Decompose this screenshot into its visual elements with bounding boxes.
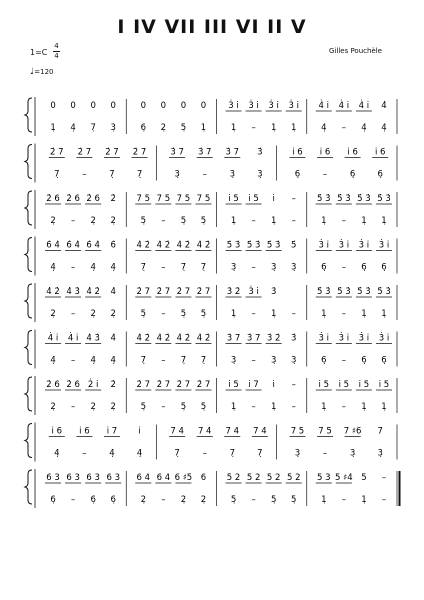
system-brace xyxy=(25,331,32,365)
bass-note: 4̣ xyxy=(70,123,76,133)
melody-note: 2̇ 6 xyxy=(86,194,100,204)
bass-note: – xyxy=(70,216,76,226)
bass-note: 2̣ xyxy=(90,309,96,319)
melody-note: 7 5 xyxy=(318,426,332,437)
melody-note: 3̇ 7 xyxy=(170,147,184,158)
melody-note: 5̇ 3̇ xyxy=(337,287,351,297)
melody-note: i̇ 5 xyxy=(358,380,370,390)
melody-note: 4̇ i̇ xyxy=(358,101,370,111)
bass-note: – xyxy=(341,216,346,226)
score-system xyxy=(25,144,397,183)
bass-note: – xyxy=(202,448,207,459)
melody-note: 4̇ 2̇ xyxy=(156,240,171,251)
bass-note: 5̣ xyxy=(140,309,146,319)
melody-note: 0 xyxy=(180,101,187,111)
melody-note: 7 xyxy=(377,426,383,437)
melody-note: 0 xyxy=(160,101,167,111)
melody-note: i̇ 6 xyxy=(347,147,358,158)
melody-note: i̇ 5 xyxy=(228,380,239,390)
melody-note: 4̇ i̇ xyxy=(67,333,79,344)
bass-note: 3̣ xyxy=(294,448,301,459)
melody-note: 4̇ i̇ xyxy=(47,333,59,344)
melody-note: 5̇ 3̇ xyxy=(377,287,391,297)
melody-note: 4̇ 2̇ xyxy=(136,240,151,251)
bass-note: 7̣ xyxy=(140,355,146,366)
tempo-value: =120 xyxy=(34,68,54,76)
bass-note: – xyxy=(341,355,346,366)
bass-note: 7̣ xyxy=(136,169,143,180)
score-system xyxy=(25,330,397,369)
bass-note: 3̣ xyxy=(174,169,180,180)
bass-note: 7̣ xyxy=(180,262,187,273)
score-system xyxy=(25,237,397,276)
bass-note: – xyxy=(161,402,166,412)
bass-note: 2̣ xyxy=(140,495,146,505)
bass-note: 4̣ xyxy=(110,262,116,273)
melody-note: i̇ 6 xyxy=(51,426,63,437)
score-system xyxy=(25,423,397,462)
bass-note: 4̣ xyxy=(90,355,96,366)
melody-note: 5̇ 3̇ xyxy=(317,287,331,297)
composer-name: Gilles Pouchèle xyxy=(329,47,382,55)
melody-note: 4̇ 2̇ xyxy=(86,287,100,297)
melody-note: 3̇ 7 xyxy=(197,147,212,158)
bass-note: – xyxy=(70,262,76,273)
bass-note: 6̣ xyxy=(361,355,367,366)
melody-note: 2̇ 6 xyxy=(66,194,80,204)
melody-note: 2̇ 7 xyxy=(196,380,211,390)
bass-note: 4̣ xyxy=(50,262,56,273)
system-brace xyxy=(25,145,32,179)
bass-note: 5̣ xyxy=(291,495,297,505)
bass-note: 1̣ xyxy=(361,309,367,319)
melody-note: 3̇ i̇ xyxy=(288,101,299,111)
melody-note: 2̇ 7 xyxy=(77,147,92,158)
key-signature: 1=C xyxy=(30,48,48,57)
melody-note: i̇ xyxy=(272,380,275,390)
bass-note: 7̣ xyxy=(109,169,115,180)
bass-note: 1̣ xyxy=(381,309,387,319)
melody-note: 2̇ xyxy=(110,380,116,390)
bass-note: 1̣ xyxy=(270,309,277,319)
melody-note: 5̇ 3̇ xyxy=(357,194,371,204)
bass-note: 6̣ xyxy=(377,169,383,180)
bass-note: – xyxy=(291,402,296,412)
melody-note: 2̇ 6 xyxy=(46,194,60,204)
bass-note: 4̣ xyxy=(50,355,56,366)
melody-note: 6 3 xyxy=(86,473,100,483)
melody-note: 2̇ 7 xyxy=(176,380,191,390)
melody-note: 3̇ xyxy=(270,287,277,297)
melody-note: 7 ♯6 xyxy=(343,426,362,437)
melody-note: i̇ 6 xyxy=(292,147,303,158)
bass-note: 6̣ xyxy=(90,495,96,505)
melody-note: 7 5 xyxy=(156,194,171,204)
melody-note: 3̇ i̇ xyxy=(358,333,370,344)
melody-note: 3̇ i̇ xyxy=(338,333,350,344)
bass-note: 5̣ xyxy=(200,402,207,412)
melody-note: 2̇ 7 xyxy=(105,147,119,158)
time-signature-bottom: 4 xyxy=(54,52,59,60)
bass-note: 2̣ xyxy=(110,309,116,319)
bass-note: 1̣ xyxy=(381,402,387,412)
bass-note: 6̣ xyxy=(349,169,356,180)
bass-note: 6̣ xyxy=(381,355,387,366)
bass-note: – xyxy=(161,216,166,226)
melody-note: i̇ xyxy=(138,426,141,437)
bass-note: 1̣ xyxy=(230,402,237,412)
bass-note: 1̣ xyxy=(270,216,277,226)
bass-note: 3̣ xyxy=(270,355,277,366)
melody-note: 5̇ 3̇ xyxy=(357,287,371,297)
melody-note: 0 xyxy=(110,101,116,111)
bass-note: 4̣ xyxy=(136,448,143,459)
melody-note: 3̇ i̇ xyxy=(318,333,330,344)
system-brace xyxy=(25,377,32,411)
bass-note: 3̣ xyxy=(257,169,263,180)
score-system xyxy=(25,190,397,229)
melody-note: 4̇ 2̇ xyxy=(46,287,60,297)
system-brace xyxy=(25,424,32,458)
bass-note: – xyxy=(70,402,76,412)
melody-note: 2̇ 6 xyxy=(66,380,80,390)
system-brace xyxy=(25,98,32,132)
time-signature-top: 4 xyxy=(54,42,59,50)
bass-note: 2̣ xyxy=(180,495,187,505)
bass-note: – xyxy=(251,402,256,412)
melody-note: 5̇ 3̇ xyxy=(317,194,331,204)
melody-note: i̇ 5 xyxy=(248,194,259,204)
melody-note: – xyxy=(291,194,296,204)
bass-note: – xyxy=(251,355,256,366)
melody-note: 3̇ i̇ xyxy=(358,240,370,251)
bass-note: 4̣ xyxy=(381,123,387,133)
melody-note: 3̇ 7 xyxy=(246,333,261,344)
bass-note: 7̣ xyxy=(200,262,207,273)
melody-note: 3̇ i̇ xyxy=(378,333,390,344)
melody-note: 6 4 xyxy=(156,473,171,483)
melody-note: 6 4 xyxy=(136,473,151,483)
melody-note: 6̇ 4̇ xyxy=(86,240,100,251)
melody-note: 3̇ i̇ xyxy=(338,240,350,251)
score-system xyxy=(25,97,397,136)
bass-note: 1̣ xyxy=(361,402,367,412)
melody-note: i̇ 6 xyxy=(374,147,386,158)
melody-note: 3̇ i̇ xyxy=(268,101,279,111)
melody-note: 5̇ 3̇ xyxy=(266,240,281,251)
melody-note: 5̇ 3̇ xyxy=(377,194,391,204)
melody-note: 6 ♯5 xyxy=(174,473,193,483)
melody-note: i̇ 5 xyxy=(338,380,350,390)
bass-note: – xyxy=(161,309,166,319)
melody-note: 3̇ 7 xyxy=(225,147,240,158)
melody-note: i̇ 6 xyxy=(319,147,331,158)
bass-note: 7̣ xyxy=(229,448,236,459)
melody-note: 5̇ xyxy=(291,240,297,251)
bass-note: – xyxy=(291,309,296,319)
bass-note: 1̣ xyxy=(291,123,297,133)
bass-note: 6̣ xyxy=(321,262,327,273)
bass-note: 6̣ xyxy=(361,262,367,273)
bass-note: – xyxy=(341,402,346,412)
bass-note: 1̣ xyxy=(321,216,327,226)
bass-note: 5̣ xyxy=(140,402,146,412)
bass-note: 5̣ xyxy=(140,216,146,226)
bass-note: 7̣ xyxy=(54,169,60,180)
melody-note: 5 3 xyxy=(317,473,331,483)
melody-note: 3̇ 7 xyxy=(226,333,241,344)
melody-note: 2̇ 7 xyxy=(50,147,64,158)
system-brace xyxy=(25,191,32,225)
melody-note: 2̇ 7 xyxy=(156,287,171,297)
score-system xyxy=(25,376,397,415)
melody-note: i̇ 6 xyxy=(79,426,90,437)
melody-note: 6̇ 4̇ xyxy=(66,240,80,251)
bass-note: 5̣ xyxy=(180,309,187,319)
bass-note: 3̣ xyxy=(110,123,116,133)
bass-note: – xyxy=(291,216,296,226)
bass-note: – xyxy=(70,355,76,366)
score-system xyxy=(25,283,397,322)
melody-note: 6 3 xyxy=(46,473,60,483)
bass-note: 5̣ xyxy=(200,309,207,319)
melody-note: 2̇ 6 xyxy=(46,380,60,390)
melody-note: 3̇ i̇ xyxy=(378,240,390,251)
bass-note: – xyxy=(251,216,256,226)
bass-note: 7̣ xyxy=(140,262,146,273)
melody-note: 4̇ xyxy=(381,101,387,111)
bass-note: 3̣ xyxy=(377,448,383,459)
system-brace xyxy=(25,470,32,504)
bass-note: 7̣ xyxy=(90,123,96,133)
bass-note: – xyxy=(161,495,166,505)
bass-note: 1̣ xyxy=(321,495,327,505)
bass-note: 7̣ xyxy=(257,448,263,459)
bass-note: 1̣ xyxy=(200,123,207,133)
melody-note: 2̇ 7 xyxy=(132,147,147,158)
bass-note: 5̣ xyxy=(180,123,187,133)
bass-note: 1̣ xyxy=(230,216,237,226)
melody-note: i̇ 7 xyxy=(106,426,118,437)
bass-note: 2̣ xyxy=(50,309,56,319)
melody-note: 3̇ i̇ xyxy=(248,287,259,297)
bass-note: – xyxy=(251,262,256,273)
bass-note: 1̣ xyxy=(321,402,327,412)
bass-note: 4̣ xyxy=(90,262,96,273)
bass-note: – xyxy=(202,169,207,180)
bass-note: – xyxy=(161,262,166,273)
bass-note: 1̣ xyxy=(381,216,387,226)
bass-note: 6̣ xyxy=(321,355,327,366)
melody-note: 4̇ xyxy=(110,287,116,297)
melody-note: 6 3 xyxy=(66,473,80,483)
melody-note: 2̇ 7 xyxy=(176,287,191,297)
bass-note: 3̣ xyxy=(349,448,356,459)
melody-note: 3̇ xyxy=(257,147,263,158)
melody-note: 5̇ 3̇ xyxy=(226,240,241,251)
melody-note: 5 2 xyxy=(246,473,261,483)
melody-note: 6̇ xyxy=(110,240,116,251)
melody-note: 6̇ 4̇ xyxy=(46,240,60,251)
bass-note: – xyxy=(381,495,387,505)
bass-note: – xyxy=(322,448,328,459)
bass-note: – xyxy=(322,169,328,180)
bass-note: 7̣ xyxy=(174,448,180,459)
bass-note: 4̣ xyxy=(109,448,115,459)
melody-note: 7 4 xyxy=(197,426,212,437)
melody-note: 3̇ 2̇ xyxy=(266,333,281,344)
melody-note: 2̇ 7 xyxy=(136,287,151,297)
page-title: I IV VII III VI II V xyxy=(117,16,307,38)
melody-note: 4̇ 2̇ xyxy=(156,333,171,344)
melody-note: – xyxy=(381,473,387,483)
bass-note: – xyxy=(251,123,256,133)
bass-note: – xyxy=(251,309,256,319)
quarter-note-icon: ♩ xyxy=(30,67,35,77)
melody-note: 2̇ 7 xyxy=(136,380,151,390)
bass-note: 1̣ xyxy=(270,402,277,412)
melody-note: 6 xyxy=(200,473,207,483)
melody-note: i̇ 5 xyxy=(378,380,390,390)
melody-note: 6 3 xyxy=(106,473,120,483)
bass-note: – xyxy=(70,495,76,505)
bass-note: 6̣ xyxy=(50,495,56,505)
melody-note: 7 5 xyxy=(176,194,191,204)
bass-note: 2̣ xyxy=(160,123,167,133)
melody-note: 3̇ i̇ xyxy=(228,101,239,111)
melody-note: 5 xyxy=(361,473,367,483)
bass-note: – xyxy=(341,309,346,319)
bass-note: – xyxy=(82,448,87,459)
bass-note: 1̣ xyxy=(321,309,327,319)
melody-note: 0 xyxy=(90,101,96,111)
bass-note: 3̣ xyxy=(230,355,237,366)
bass-note: 7̣ xyxy=(180,355,187,366)
bass-note: 4̣ xyxy=(321,123,327,133)
melody-note: 5 2 xyxy=(266,473,281,483)
melody-note: 3̇ i̇ xyxy=(248,101,259,111)
melody-note: 3̇ i̇ xyxy=(318,240,330,251)
melody-note: 5̇ 3̇ xyxy=(337,194,351,204)
bass-note: 2̣ xyxy=(90,402,96,412)
bass-note: – xyxy=(341,262,346,273)
bass-note: 2̣ xyxy=(90,216,96,226)
bass-note: – xyxy=(82,169,87,180)
melody-note: 2̇ 7 xyxy=(156,380,171,390)
melody-note: 4̇ 3̇ xyxy=(66,287,80,297)
melody-note: – xyxy=(291,380,296,390)
bass-note: 6̣ xyxy=(140,123,146,133)
bass-note: – xyxy=(70,309,76,319)
bass-note: 5̣ xyxy=(270,495,277,505)
melody-note: 3̇ xyxy=(291,333,297,344)
melody-note: 5 2 xyxy=(286,473,301,483)
bass-note: 2̣ xyxy=(50,216,56,226)
melody-note: 4̇ 2̇ xyxy=(196,240,211,251)
melody-note: 7 4 xyxy=(225,426,240,437)
melody-note: 4̇ xyxy=(110,333,116,344)
bass-note: 5̣ xyxy=(230,495,237,505)
bass-note: 6̣ xyxy=(294,169,301,180)
bass-note: 1̣ xyxy=(361,495,367,505)
melody-note: 2̇ 7 xyxy=(196,287,211,297)
melody-note: 3̇ 2̇ xyxy=(226,287,241,297)
bass-note: – xyxy=(341,123,346,133)
melody-note: 7 5 xyxy=(196,194,211,204)
bass-note: 7̣ xyxy=(200,355,207,366)
bass-note: 3̣ xyxy=(291,262,297,273)
melody-note: 0 xyxy=(140,101,146,111)
bass-note: – xyxy=(251,495,256,505)
bass-note: 1̣ xyxy=(230,309,237,319)
melody-note: i̇ 5 xyxy=(318,380,330,390)
melody-note: 5 ♯4 xyxy=(335,473,353,483)
bass-note: 3̣ xyxy=(291,355,297,366)
melody-note: 2̇ i̇ xyxy=(87,380,99,390)
melody-note: 4̇ i̇ xyxy=(318,101,330,111)
bass-note: 6̣ xyxy=(381,262,387,273)
bass-note: 1̣ xyxy=(50,123,56,133)
bass-note: 2̣ xyxy=(200,495,207,505)
system-brace xyxy=(25,238,32,272)
bass-note: 4̣ xyxy=(54,448,60,459)
melody-note: 0 xyxy=(50,101,56,111)
bass-note: – xyxy=(161,355,166,366)
melody-note: 4̇ i̇ xyxy=(338,101,350,111)
bass-note: 6̣ xyxy=(110,495,116,505)
bass-note: 5̣ xyxy=(200,216,207,226)
melody-note: 4̇ 2̇ xyxy=(196,333,211,344)
bass-note: 3̣ xyxy=(270,262,277,273)
melody-note: 0 xyxy=(70,101,76,111)
melody-note: 5̇ 3̇ xyxy=(246,240,261,251)
melody-note: 4̇ 2̇ xyxy=(136,333,151,344)
bass-note: 3̣ xyxy=(229,169,236,180)
bass-note: 1̣ xyxy=(270,123,277,133)
system-brace xyxy=(25,284,32,318)
bass-note: – xyxy=(341,495,346,505)
bass-note: 2̣ xyxy=(110,402,116,412)
bass-note: 3̣ xyxy=(230,262,237,273)
bass-note: 4̣ xyxy=(110,355,116,366)
melody-note: 4̇ 2̇ xyxy=(176,240,191,251)
melody-note: 0 xyxy=(200,101,207,111)
score-system xyxy=(25,469,400,508)
melody-note: 4̇ 3̇ xyxy=(86,333,100,344)
bass-note: 4̣ xyxy=(361,123,367,133)
melody-note: 7 5 xyxy=(136,194,151,204)
melody-note: 5 2 xyxy=(226,473,241,483)
melody-note: 2̇ xyxy=(110,194,116,204)
melody-note: i̇ 7 xyxy=(248,380,259,390)
melody-note: i̇ 5 xyxy=(228,194,239,204)
bass-note: 2̣ xyxy=(110,216,116,226)
bass-note: 2̣ xyxy=(50,402,56,412)
bass-note: 5̣ xyxy=(180,402,187,412)
bass-note: 1̣ xyxy=(361,216,367,226)
bass-note: 5̣ xyxy=(180,216,187,226)
melody-note: 7 4 xyxy=(170,426,184,437)
bass-note: 1̣ xyxy=(230,123,237,133)
melody-note: i̇ xyxy=(272,194,275,204)
melody-note: 4̇ 2̇ xyxy=(176,333,191,344)
melody-note: 7 4 xyxy=(253,426,267,437)
melody-note: 7 5 xyxy=(290,426,305,437)
